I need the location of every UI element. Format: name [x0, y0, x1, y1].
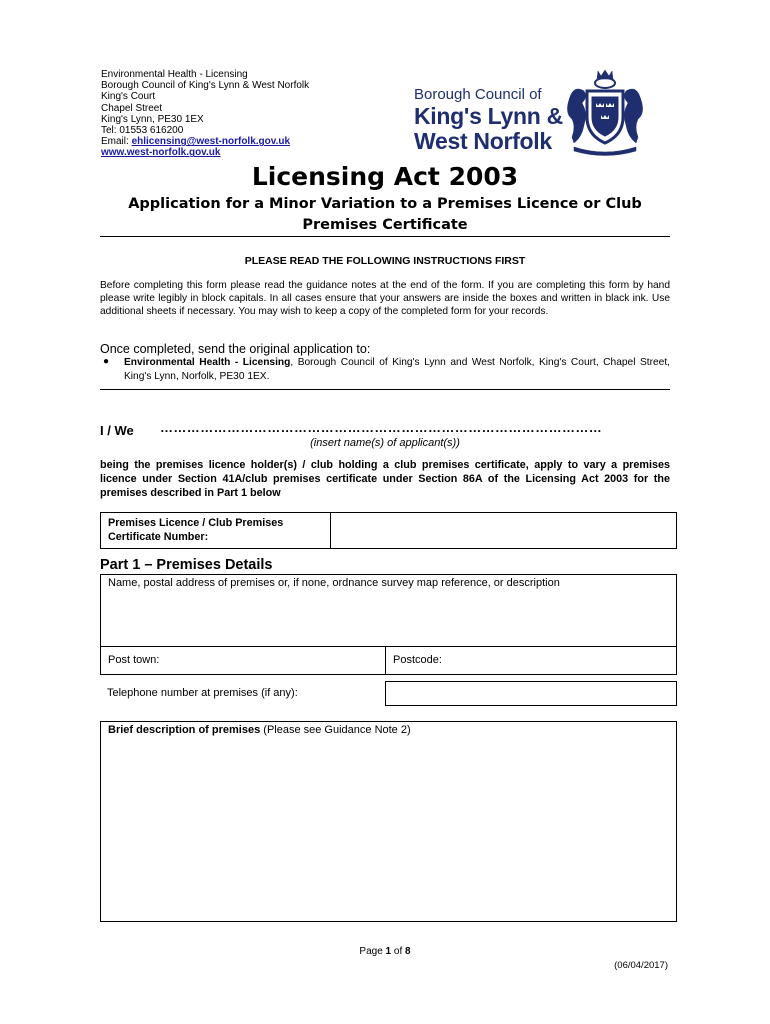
applicant-name-field[interactable]: ……………………………………………………………………………………… — [160, 420, 603, 435]
premises-description-title: Brief description of premises — [108, 724, 261, 736]
website-link[interactable]: www.west-norfolk.gov.uk — [101, 147, 221, 159]
instructions-paragraph: Before completing this form please read the guidance notes at the end of the form. If you are completing this form by hand please write legibly in block capitals. In all cases ensure that your answers are inside the boxes and written in black ink. Use additional sheets if necessary. You may wish to keep a copy of the completed form for your records. — [100, 280, 670, 317]
applicant-statement: being the premises licence holder(s) / club holding a club premises certificate, apply to vary a premises licence under Section 41A/club premises certificate under Section 86A of the Licensing Act 2003 for the premises described in Part 1 below — [100, 459, 670, 499]
council-name-line2: King's Lynn & — [414, 103, 563, 129]
email-link[interactable]: ehlicensing@west-norfolk.gov.uk — [131, 136, 291, 148]
postcode-label: Postcode: — [393, 654, 442, 666]
postcode-input[interactable] — [385, 646, 677, 675]
divider — [100, 389, 670, 390]
address-line: Borough Council of King's Lynn & West Norfolk — [101, 80, 310, 92]
premises-description-label — [108, 724, 411, 736]
send-to-address — [124, 356, 670, 383]
council-crest-icon — [560, 67, 650, 157]
applicant-prefix: I / We — [100, 423, 134, 438]
email-label: Email: — [101, 136, 132, 148]
send-to-address-rest: , Borough Council of King's Lynn and West Norfolk, King's Court, Chapel Street, King's Lynn, Norfolk, PE30 1EX. — [124, 357, 670, 382]
post-town-label: Post town: — [108, 654, 160, 666]
revision-date: (06/04/2017) — [614, 960, 668, 971]
send-to-office: Environmental Health - Licensing — [124, 357, 291, 368]
divider — [100, 236, 670, 237]
page-number — [0, 946, 770, 957]
applicant-name-hint: (insert name(s) of applicant(s)) — [310, 437, 460, 449]
page-total: 8 — [405, 946, 411, 957]
page-prefix: Page — [359, 946, 386, 957]
page-current: 1 — [385, 946, 392, 957]
premises-description-note: (Please see Guidance Note 2) — [260, 724, 411, 736]
email-line — [101, 136, 309, 147]
bullet-icon: ● — [103, 356, 110, 367]
page-title: Licensing Act 2003 — [251, 162, 519, 191]
contact-address — [101, 69, 309, 159]
licence-number-table — [100, 512, 677, 549]
address-line: Environmental Health - Licensing — [101, 69, 248, 80]
page-subtitle: Application for a Minor Variation to a Premises Licence or Club Premises Certificate — [128, 196, 642, 233]
page-of: of — [391, 946, 406, 957]
address-line: Tel: 01553 616200 — [101, 125, 184, 137]
council-name-line1: Borough Council of — [414, 86, 542, 103]
send-to-text: Once completed, send the original application to: — [100, 342, 371, 356]
premises-address-label: Name, postal address of premises or, if none, ordnance survey map reference, or description — [108, 577, 560, 589]
instructions-heading: PLEASE READ THE FOLLOWING INSTRUCTIONS FIRST — [244, 255, 526, 267]
address-line: King's Lynn, PE30 1EX — [101, 113, 204, 125]
telephone-input[interactable] — [385, 681, 677, 706]
post-town-input[interactable] — [100, 646, 386, 675]
telephone-label: Telephone number at premises (if any): — [107, 687, 298, 699]
part1-heading: Part 1 – Premises Details — [100, 557, 273, 573]
address-line: King's Court — [101, 91, 156, 103]
premises-description-input[interactable] — [100, 721, 677, 922]
licence-number-label: Premises Licence / Club Premises Certificate Number: — [108, 517, 284, 543]
licence-number-input[interactable] — [331, 513, 676, 548]
premises-address-input[interactable] — [100, 574, 677, 647]
address-line: Chapel Street — [101, 102, 163, 114]
council-name — [414, 86, 563, 154]
council-name-line3: West Norfolk — [414, 128, 552, 154]
